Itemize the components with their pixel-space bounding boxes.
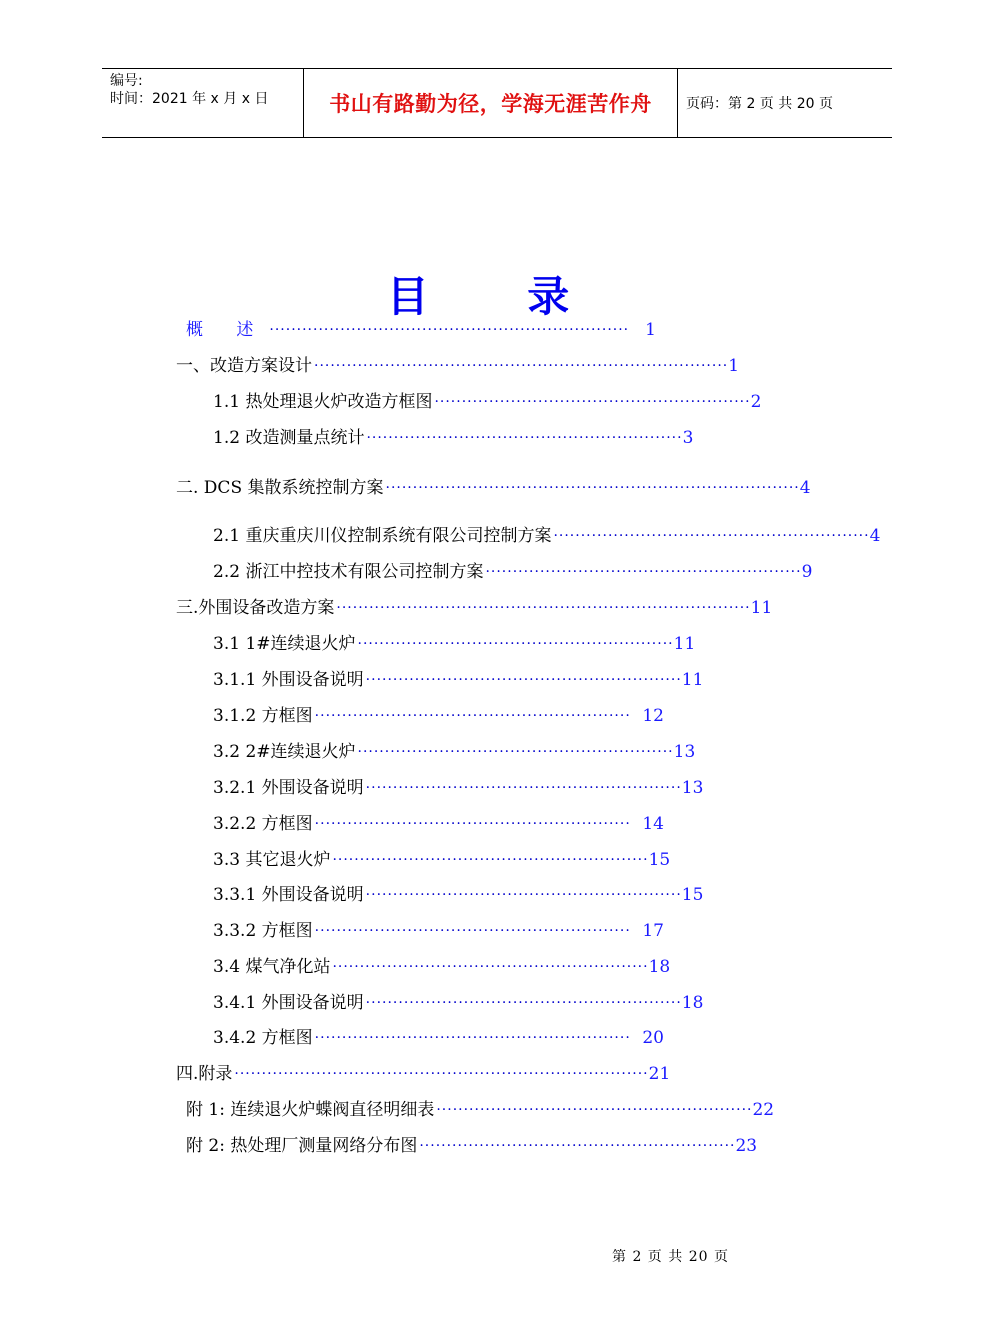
page-footer: 第 2 页 共 20 页: [612, 1249, 729, 1265]
toc-entry-page: 18: [681, 993, 704, 1013]
toc-entry[interactable]: [213, 739, 696, 765]
toc-leader-dots: ··························································: [434, 394, 751, 410]
toc-entry-page: 4: [869, 526, 881, 546]
toc-entry-page: 12: [642, 706, 664, 726]
toc-entry-label: 四.附录: [176, 1064, 233, 1084]
toc-entry-page: 3: [682, 428, 694, 448]
toc-leader-dots: ··························································: [357, 744, 674, 760]
toc-leader-dots: ··································································: [269, 322, 630, 338]
toc-leader-dots: ··························································: [314, 1030, 631, 1046]
toc-leader-dots: ··························································: [366, 430, 683, 446]
toc-entry-page: 23: [735, 1136, 758, 1156]
toc-entry[interactable]: [213, 811, 664, 837]
toc-entry-label: 一、改造方案设计: [176, 356, 312, 376]
toc-entry-page: 11: [681, 670, 704, 690]
toc-entry[interactable]: [176, 595, 773, 621]
toc-entry-label: 概 述: [186, 320, 268, 340]
toc-leader-dots: ··························································: [365, 995, 682, 1011]
toc-leader-dots: ··························································: [553, 528, 870, 544]
toc-entry-page: 1: [728, 356, 740, 376]
toc-entry-page: 13: [681, 778, 704, 798]
toc-entry-page: 21: [648, 1064, 671, 1084]
toc-entry-page: 14: [642, 814, 664, 834]
toc-leader-dots: ··························································: [365, 780, 682, 796]
toc-entry-label: 2.2 浙江中控技术有限公司控制方案: [213, 562, 484, 582]
toc-entry[interactable]: [186, 1097, 775, 1123]
toc-entry[interactable]: [213, 425, 694, 451]
toc-entry-page: 13: [673, 742, 696, 762]
header-page-info: 页码：第 2 页 共 20 页: [686, 96, 833, 112]
toc-entry[interactable]: [213, 954, 671, 980]
toc-entry[interactable]: [213, 389, 762, 415]
toc-entry-page: 4: [799, 478, 811, 498]
toc-leader-dots: ··························································: [314, 708, 631, 724]
toc-entry-label: 3.1.1 外围设备说明: [213, 670, 364, 690]
toc-entry[interactable]: [213, 990, 704, 1016]
toc-leader-dots: ··························································: [485, 564, 802, 580]
toc-entry-label: 1.1 热处理退火炉改造方框图: [213, 392, 433, 412]
toc-entry-label: 3.3 其它退火炉: [213, 850, 331, 870]
toc-entry[interactable]: [213, 775, 704, 801]
toc-entry-label: 3.1 1#连续退火炉: [213, 634, 356, 654]
toc-entry-label: 1.2 改造测量点统计: [213, 428, 365, 448]
toc-entry-label: 2.1 重庆重庆川仪控制系统有限公司控制方案: [213, 526, 552, 546]
toc-entry[interactable]: [176, 475, 811, 501]
toc-leader-dots: ··························································: [332, 959, 649, 975]
header-meta: [102, 69, 304, 137]
document-header: [102, 68, 892, 138]
toc-entry[interactable]: [186, 1133, 758, 1159]
toc-entry[interactable]: [186, 317, 656, 343]
toc-leader-dots: ··························································: [357, 636, 674, 652]
toc-entry-label: 3.3.2 方框图: [213, 921, 313, 941]
toc-entry[interactable]: [213, 631, 696, 657]
toc-entry[interactable]: [213, 523, 881, 549]
toc-entry-label: 3.4.2 方框图: [213, 1028, 313, 1048]
toc-entry-label: 3.4.1 外围设备说明: [213, 993, 364, 1013]
toc-entry-page: 2: [750, 392, 762, 412]
toc-entry-page: 20: [642, 1028, 664, 1048]
toc-entry-page: 15: [648, 850, 671, 870]
header-motto: 书山有路勤为径，学海无涯苦作舟: [304, 69, 678, 137]
toc-leader-dots: ··························································: [314, 923, 631, 939]
toc-leader-dots: ··························································: [436, 1102, 753, 1118]
toc-entry-page: 17: [642, 921, 664, 941]
toc-entry-page: 18: [648, 957, 671, 977]
toc-entry-label: 3.2 2#连续退火炉: [213, 742, 356, 762]
toc-entry-page: 1: [645, 320, 656, 340]
toc-entry-label: 3.3.1 外围设备说明: [213, 885, 364, 905]
toc-entry[interactable]: [176, 1061, 671, 1087]
toc-entry-page: 11: [673, 634, 696, 654]
toc-leader-dots: ··························································: [314, 816, 631, 832]
toc-entry[interactable]: [213, 847, 671, 873]
toc-leader-dots: ··························································: [365, 887, 682, 903]
toc-entry-page: 22: [752, 1100, 775, 1120]
toc-entry-label: 二. DCS 集散系统控制方案: [176, 478, 384, 498]
toc-entry-label: 附 2: 热处理厂测量网络分布图: [186, 1136, 418, 1156]
toc-entry-label: 3.2.1 外围设备说明: [213, 778, 364, 798]
toc-leader-dots: ··························································: [332, 852, 649, 868]
header-number-label: 编号:: [110, 73, 143, 89]
toc-entry-label: 3.4 煤气净化站: [213, 957, 331, 977]
toc-leader-dots: ············································································: [314, 358, 729, 374]
toc-leader-dots: ············································································: [385, 480, 800, 496]
toc-entry[interactable]: [213, 1025, 664, 1051]
toc-entry[interactable]: [213, 703, 664, 729]
toc-leader-dots: ··························································: [365, 672, 682, 688]
toc-leader-dots: ············································································: [234, 1066, 649, 1082]
toc-entry-page: 15: [681, 885, 704, 905]
toc-entry[interactable]: [213, 559, 813, 585]
toc-entry-page: 9: [801, 562, 813, 582]
toc-entry[interactable]: [213, 882, 704, 908]
toc-entry-page: 11: [750, 598, 773, 618]
toc-entry[interactable]: [213, 918, 664, 944]
toc-entry-label: 3.1.2 方框图: [213, 706, 313, 726]
toc-entry[interactable]: [213, 667, 704, 693]
toc-leader-dots: ··························································: [419, 1138, 736, 1154]
toc-entry[interactable]: [176, 353, 740, 379]
toc-title: 目 录: [386, 272, 612, 321]
toc-entry-label: 三.外围设备改造方案: [176, 598, 335, 618]
toc-leader-dots: ············································································: [336, 600, 751, 616]
toc-entry-label: 附 1: 连续退火炉蝶阀直径明细表: [186, 1100, 435, 1120]
header-time-label: 时间：2021 年 x 月 x 日: [110, 91, 269, 107]
toc-entry-label: 3.2.2 方框图: [213, 814, 313, 834]
